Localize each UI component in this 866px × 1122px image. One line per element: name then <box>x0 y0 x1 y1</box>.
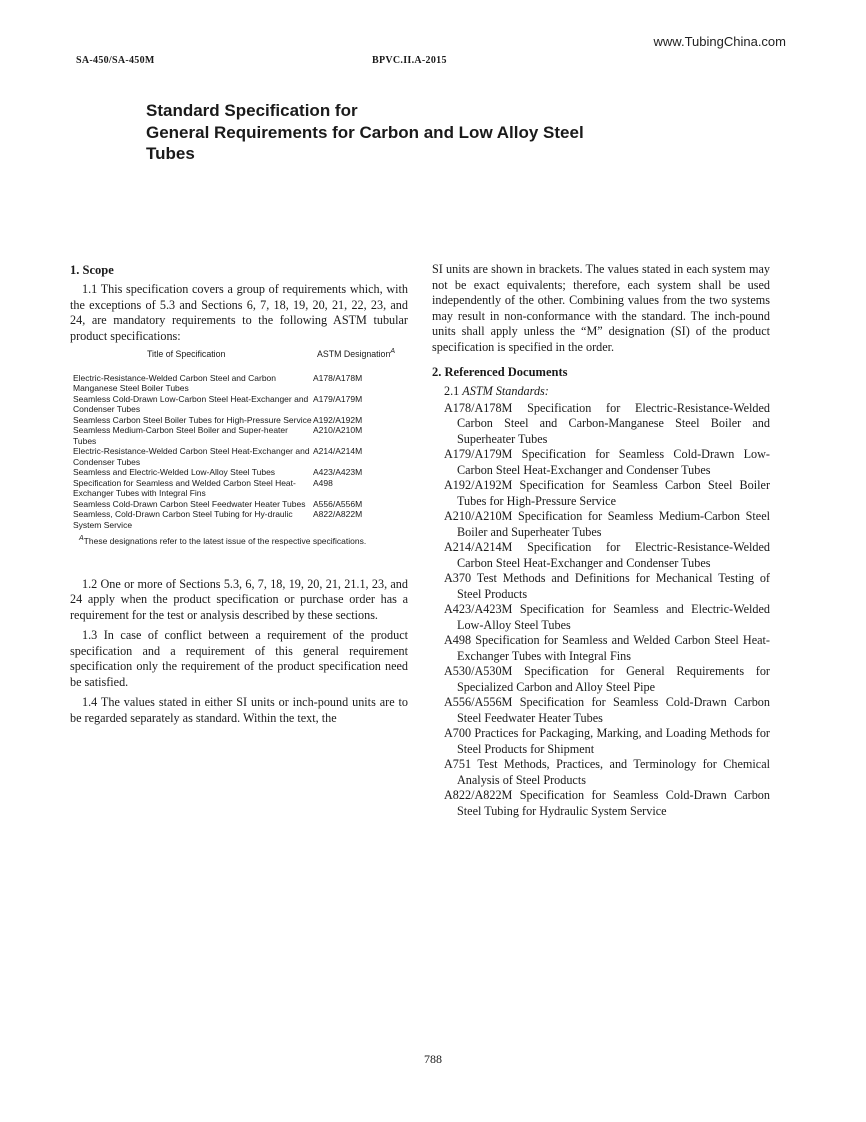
designation-cell: A423/A423M <box>313 467 363 477</box>
footnote-marker: A <box>390 348 396 356</box>
spec-title-cell: Electric-Resistance-Welded Carbon Steel and Carbon Manganese Steel Boiler Tubes <box>73 372 276 393</box>
designation-cell: A210/A210M <box>313 425 363 435</box>
table-body <box>73 373 408 531</box>
designation-cell: A214/A214M <box>313 446 363 456</box>
table-header-title: Title of Specification <box>147 349 226 359</box>
table-row <box>73 467 408 478</box>
table-header <box>73 349 408 360</box>
left-column <box>70 262 408 731</box>
reference-item: A822/A822M Specification for Seamless Cold-Drawn Carbon Steel Tubing for Hydraulic System Service <box>444 788 770 818</box>
header-designation: SA-450/SA-450M <box>76 55 155 66</box>
spec-title-cell: Seamless and Electric-Welded Low-Alloy Steel Tubes <box>73 467 276 477</box>
paragraph-1-4: 1.4 The values stated in either SI units or inch-pound units are to be regarded separately as standard. Within the text, the <box>70 695 408 725</box>
table-row <box>73 394 408 415</box>
reference-item: A751 Test Methods, Practices, and Terminology for Chemical Analysis of Steel Products <box>444 757 770 787</box>
table-row <box>73 425 408 446</box>
reference-item: A530/A530M Specification for General Requirements for Specialized Carbon and Alloy Steel Pipe <box>444 664 770 694</box>
title-line-2: General Requirements for Carbon and Low Alloy Steel <box>146 122 584 142</box>
title-line-1: Standard Specification for <box>146 101 358 120</box>
watermark-url: www.TubingChina.com <box>653 34 786 49</box>
designation-cell: A498 <box>313 477 333 488</box>
footnote-marker: A <box>79 535 84 543</box>
table-row <box>73 478 408 499</box>
right-column <box>432 262 770 819</box>
reference-item: A210/A210M Specification for Seamless Medium-Carbon Steel Boiler and Superheater Tubes <box>444 509 770 539</box>
reference-item: A423/A423M Specification for Seamless and Electric-Welded Low-Alloy Steel Tubes <box>444 602 770 632</box>
table-row <box>73 509 408 530</box>
spec-title-cell: Seamless Cold-Drawn Low-Carbon Steel Heat-Exchanger and Condenser Tubes <box>73 393 309 414</box>
header-volume: BPVC.II.A-2015 <box>372 55 447 66</box>
spec-title-cell: Seamless Carbon Steel Boiler Tubes for High-Pressure Service <box>73 414 312 425</box>
reference-item: A498 Specification for Seamless and Welded Carbon Steel Heat-Exchanger Tubes with Integral Fins <box>444 633 770 663</box>
spec-title-cell: Electric-Resistance-Welded Carbon Steel Heat-Exchanger and Condenser Tubes <box>73 446 310 467</box>
paragraph-1-1: 1.1 This specification covers a group of requirements which, with the exceptions of 5.3 and Sections 6, 7, 18, 19, 20, 21, 22, 23, and 24, are mandatory requirements to the following ASTM tubular product specifications: <box>70 282 408 343</box>
paragraph-1-4-continued: SI units are shown in brackets. The values stated in each system may not be exact equivalents; therefore, each system shall be used independently of the other. Combining values from the two systems may result in non-conformance with the standard. The inch-pound units shall apply unless the “M” designation (SI) of the product specification is specified in the order. <box>432 262 770 354</box>
reference-item: A370 Test Methods and Definitions for Mechanical Testing of Steel Products <box>444 571 770 601</box>
section-2-heading: 2. Referenced Documents <box>432 365 568 379</box>
reference-item: A556/A556M Specification for Seamless Cold-Drawn Carbon Steel Feedwater Heater Tubes <box>444 695 770 725</box>
reference-item: A178/A178M Specification for Electric-Resistance-Welded Carbon Steel and Carbon-Manganese Steel Boiler and Superheater Tubes <box>444 400 770 446</box>
astm-standards-subheading: 2.1 ASTM Standards: <box>444 384 549 398</box>
spec-title-cell: Seamless, Cold-Drawn Carbon Steel Tubing for Hy-draulic System Service <box>73 509 293 530</box>
designation-cell: A822/A822M <box>313 509 363 519</box>
table-row <box>73 415 408 426</box>
reference-item: A214/A214M Specification for Electric-Resistance-Welded Carbon Steel Heat-Exchanger and Condenser Tubes <box>444 540 770 570</box>
document-title <box>146 100 584 165</box>
designation-cell: A178/A178M <box>313 372 363 383</box>
reference-item: A192/A192M Specification for Seamless Carbon Steel Boiler Tubes for High-Pressure Service <box>444 478 770 508</box>
spec-title-cell: Specification for Seamless and Welded Carbon Steel Heat-Exchanger Tubes with Integral Fins <box>73 477 296 498</box>
referenced-documents-list <box>432 401 770 820</box>
reference-item: A700 Practices for Packaging, Marking, and Loading Methods for Steel Products for Shipment <box>444 726 770 756</box>
designation-cell: A179/A179M <box>313 393 363 404</box>
designation-cell: A556/A556M <box>313 498 363 509</box>
paragraph-1-3: 1.3 In case of conflict between a requirement of the product specification and a requirement of this general requirement specification only the requirement of the product specification need be satisfied. <box>70 628 408 689</box>
table-row <box>73 499 408 510</box>
specification-table <box>73 349 408 547</box>
reference-item: A179/A179M Specification for Seamless Cold-Drawn Low-Carbon Steel Heat-Exchanger and Condenser Tubes <box>444 447 770 477</box>
page-number: 788 <box>424 1052 442 1066</box>
section-1-heading: 1. Scope <box>70 263 114 277</box>
spec-title-cell: Seamless Medium-Carbon Steel Boiler and Super-heater Tubes <box>73 425 288 446</box>
table-row <box>73 373 408 394</box>
designation-cell: A192/A192M <box>313 414 363 425</box>
table-footnote: $^A$These designations refer to the latest issue of the respective specifications. <box>79 535 367 546</box>
table-header-designation: ASTM Designation$^A$ <box>317 348 396 359</box>
table-row <box>73 446 408 467</box>
title-line-3: Tubes <box>146 144 195 163</box>
paragraph-1-2: 1.2 One or more of Sections 5.3, 6, 7, 18, 19, 20, 21, 21.1, 23, and 24 apply when the product specification or purchase order has a requirement for the test or analysis described by these sections. <box>70 576 408 622</box>
spec-title-cell: Seamless Cold-Drawn Carbon Steel Feedwater Heater Tubes <box>73 498 306 509</box>
